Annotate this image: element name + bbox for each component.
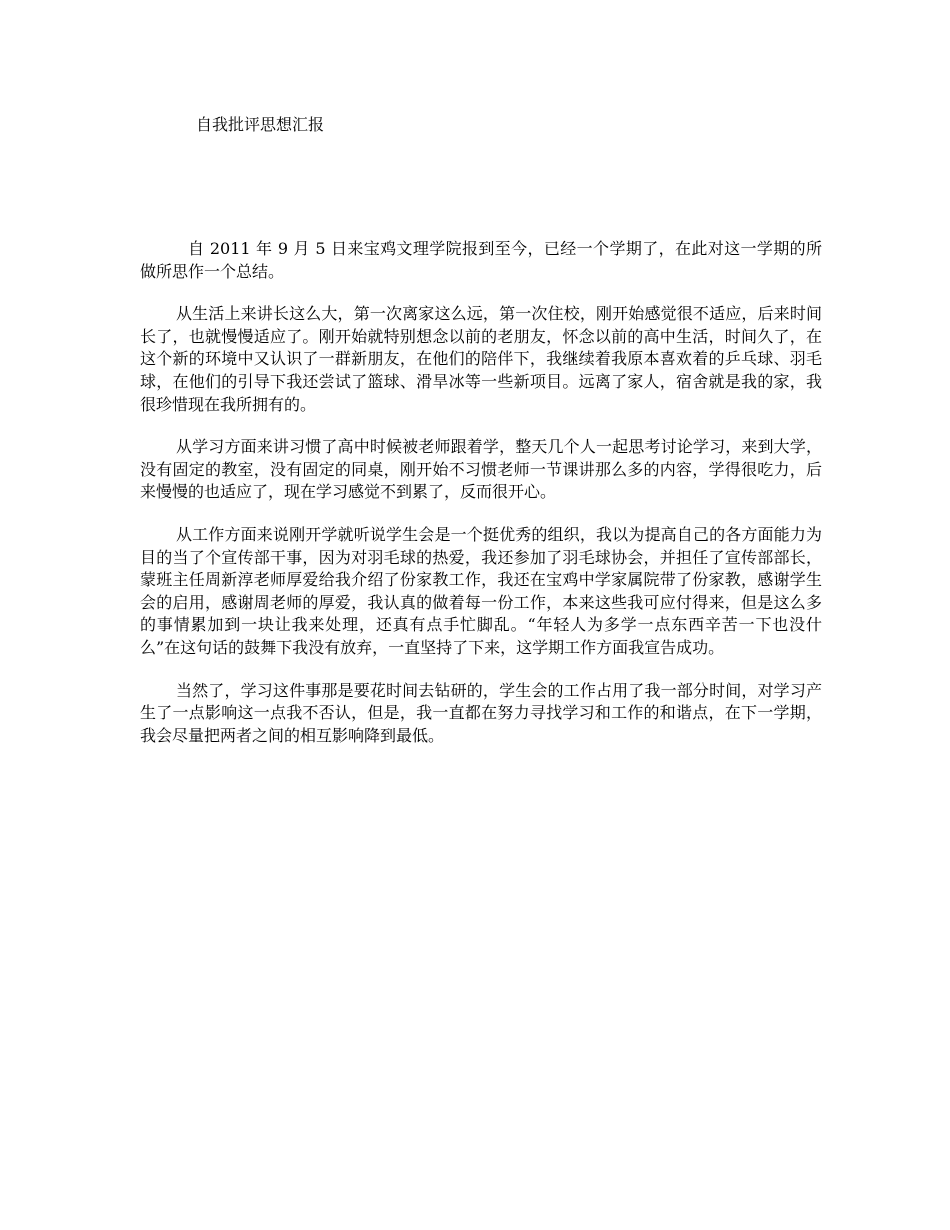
- paragraph-intro: 自 2011 年 9 月 5 日来宝鸡文理学院报到至今，已经一个学期了，在此对这一学期的所做所思作一个总结。: [140, 239, 822, 281]
- paragraph-study: 从学习方面来讲习惯了高中时候被老师跟着学，整天几个人一起思考讨论学习，来到大学，没有固定的教室，没有固定的同桌，刚开始不习惯老师一节课讲那么多的内容，学得很吃力，后来慢慢的也适应了，现在学习感觉不到累了，反而很开心。: [140, 437, 822, 502]
- paragraph-life: 从生活上来讲长这么大，第一次离家这么远，第一次住校，刚开始感觉很不适应，后来时间长了，也就慢慢适应了。刚开始就特别想念以前的老朋友，怀念以前的高中生活，时间久了，在这个新的环境中又认识了一群新朋友，在他们的陪伴下，我继续着我原本喜欢着的乒乓球、羽毛球，在他们的引导下我还尝试了篮球、滑旱冰等一些新项目。远离了家人，宿舍就是我的家，我很珍惜现在我所拥有的。: [140, 304, 822, 414]
- document-title: 自我批评思想汇报: [196, 115, 325, 134]
- paragraph-conclusion: 当然了，学习这件事那是要花时间去钻研的，学生会的工作占用了我一部分时间，对学习产生了一点影响这一点我不否认，但是，我一直都在努力寻找学习和工作的和谐点，在下一学期，我会尽量把两者之间的相互影响降到最低。: [140, 680, 822, 745]
- document-body: [140, 238, 822, 767]
- paragraph-work: 从工作方面来说刚开学就听说学生会是一个挺优秀的组织，我以为提高自己的各方面能力为目的当了个宣传部干事，因为对羽毛球的热爱，我还参加了羽毛球协会，并担任了宣传部部长，蒙班主任周新淳老师厚爱给我介绍了份家教工作，我还在宝鸡中学家属院带了份家教，感谢学生会的启用，感谢周老师的厚爱，我认真的做着每一份工作，本来这些我可应付得来，但是这么多的事情累加到一块让我来处理，还真有点手忙脚乱。“年轻人为多学一点东西辛苦一下也没什么”在这句话的鼓舞下我没有放弃，一直坚持了下来，这学期工作方面我宣告成功。: [140, 524, 822, 657]
